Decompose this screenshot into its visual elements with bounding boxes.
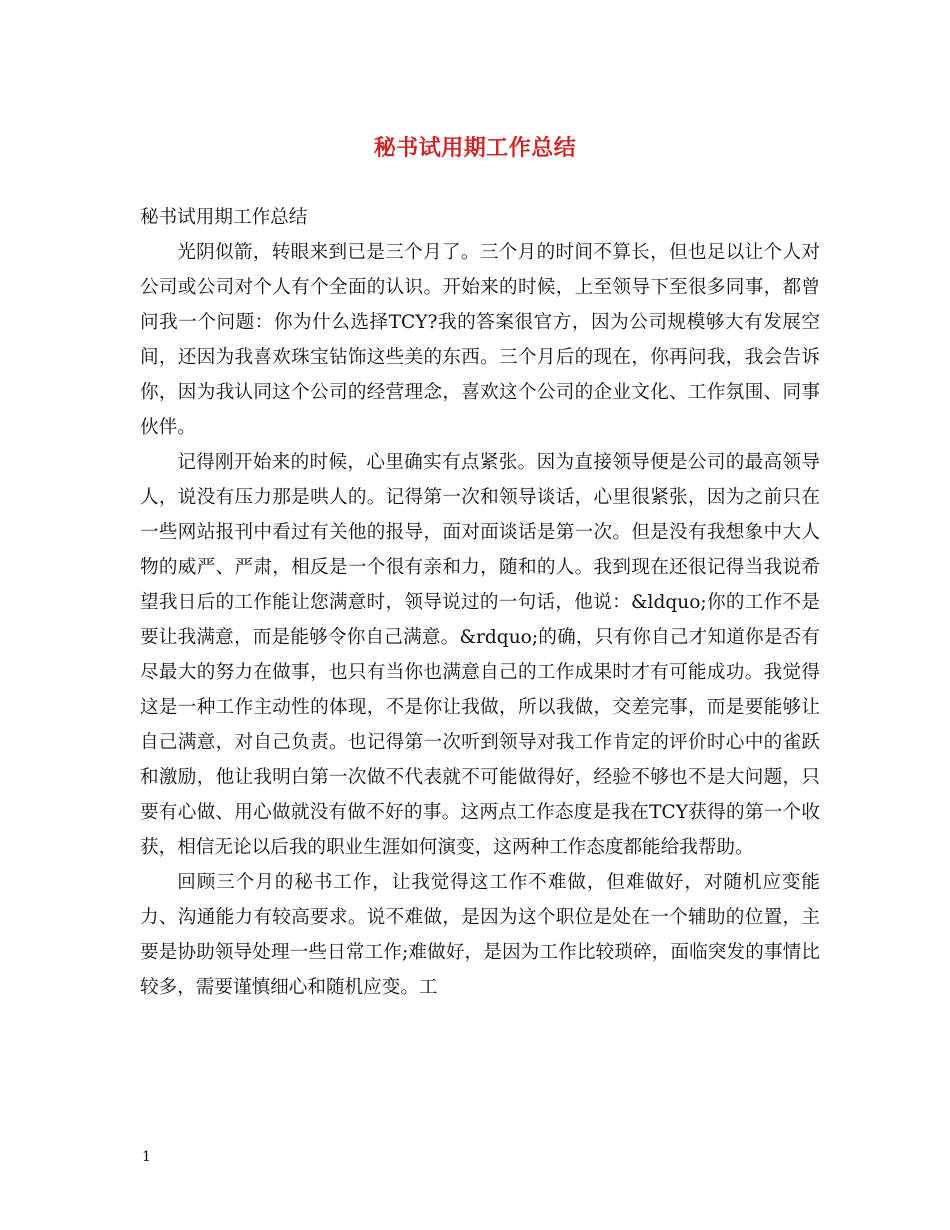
- paragraph-3: 回顾三个月的秘书工作，让我觉得这工作不难做，但难做好，对随机应变能力、沟通能力有较高要求。说不难做，是因为这个职位是处在一个辅助的位置，主要是协助领导处理一些日常工作;难做好，是因为工作比较琐碎，面临突发的事情比较多，需要谨慎细心和随机应变。工: [140, 872, 820, 998]
- document-title: 秘书试用期工作总结: [373, 135, 577, 161]
- paragraph-1: 光阴似箭，转眼来到已是三个月了。三个月的时间不算长，但也足以让个人对公司或公司对个人有个全面的认识。开始来的时候，上至领导下至很多同事，都曾问我一个问题：你为什么选择TCY?我的答案很官方，因为公司规模够大有发展空间，还因为我喜欢珠宝钻饰这些美的东西。三个月后的现在，你再问我，我会告诉你，因为我认同这个公司的经营理念，喜欢这个公司的企业文化、工作氛围、同事伙伴。: [140, 242, 820, 438]
- page-number: 1: [142, 1149, 151, 1165]
- document-subtitle: 秘书试用期工作总结: [140, 207, 308, 228]
- document-body: [140, 200, 820, 1005]
- paragraph-2: 记得刚开始来的时候，心里确实有点紧张。因为直接领导便是公司的最高领导人，说没有压力那是哄人的。记得第一次和领导谈话，心里很紧张，因为之前只在一些网站报刊中看过有关他的报导，面对面谈话是第一次。但是没有我想象中大人物的威严、严肃，相反是一个很有亲和力，随和的人。我到现在还很记得当我说希望我日后的工作能让您满意时，领导说过的一句话，他说：&ldquo;你的工作不是要让我满意，而是能够令你自己满意。&rdquo;的确，只有你自己才知道你是否有尽最大的努力在做事，也只有当你也满意自己的工作成果时才有可能成功。我觉得这是一种工作主动性的体现，不是你让我做，所以我做，交差完事，而是要能够让自己满意，对自己负责。也记得第一次听到领导对我工作肯定的评价时心中的雀跃和激励，他让我明白第一次做不代表就不可能做得好，经验不够也不是大问题，只要有心做、用心做就没有做不好的事。这两点工作态度是我在TCY获得的第一个收获，相信无论以后我的职业生涯如何演变，这两种工作态度都能给我帮助。: [140, 452, 820, 858]
